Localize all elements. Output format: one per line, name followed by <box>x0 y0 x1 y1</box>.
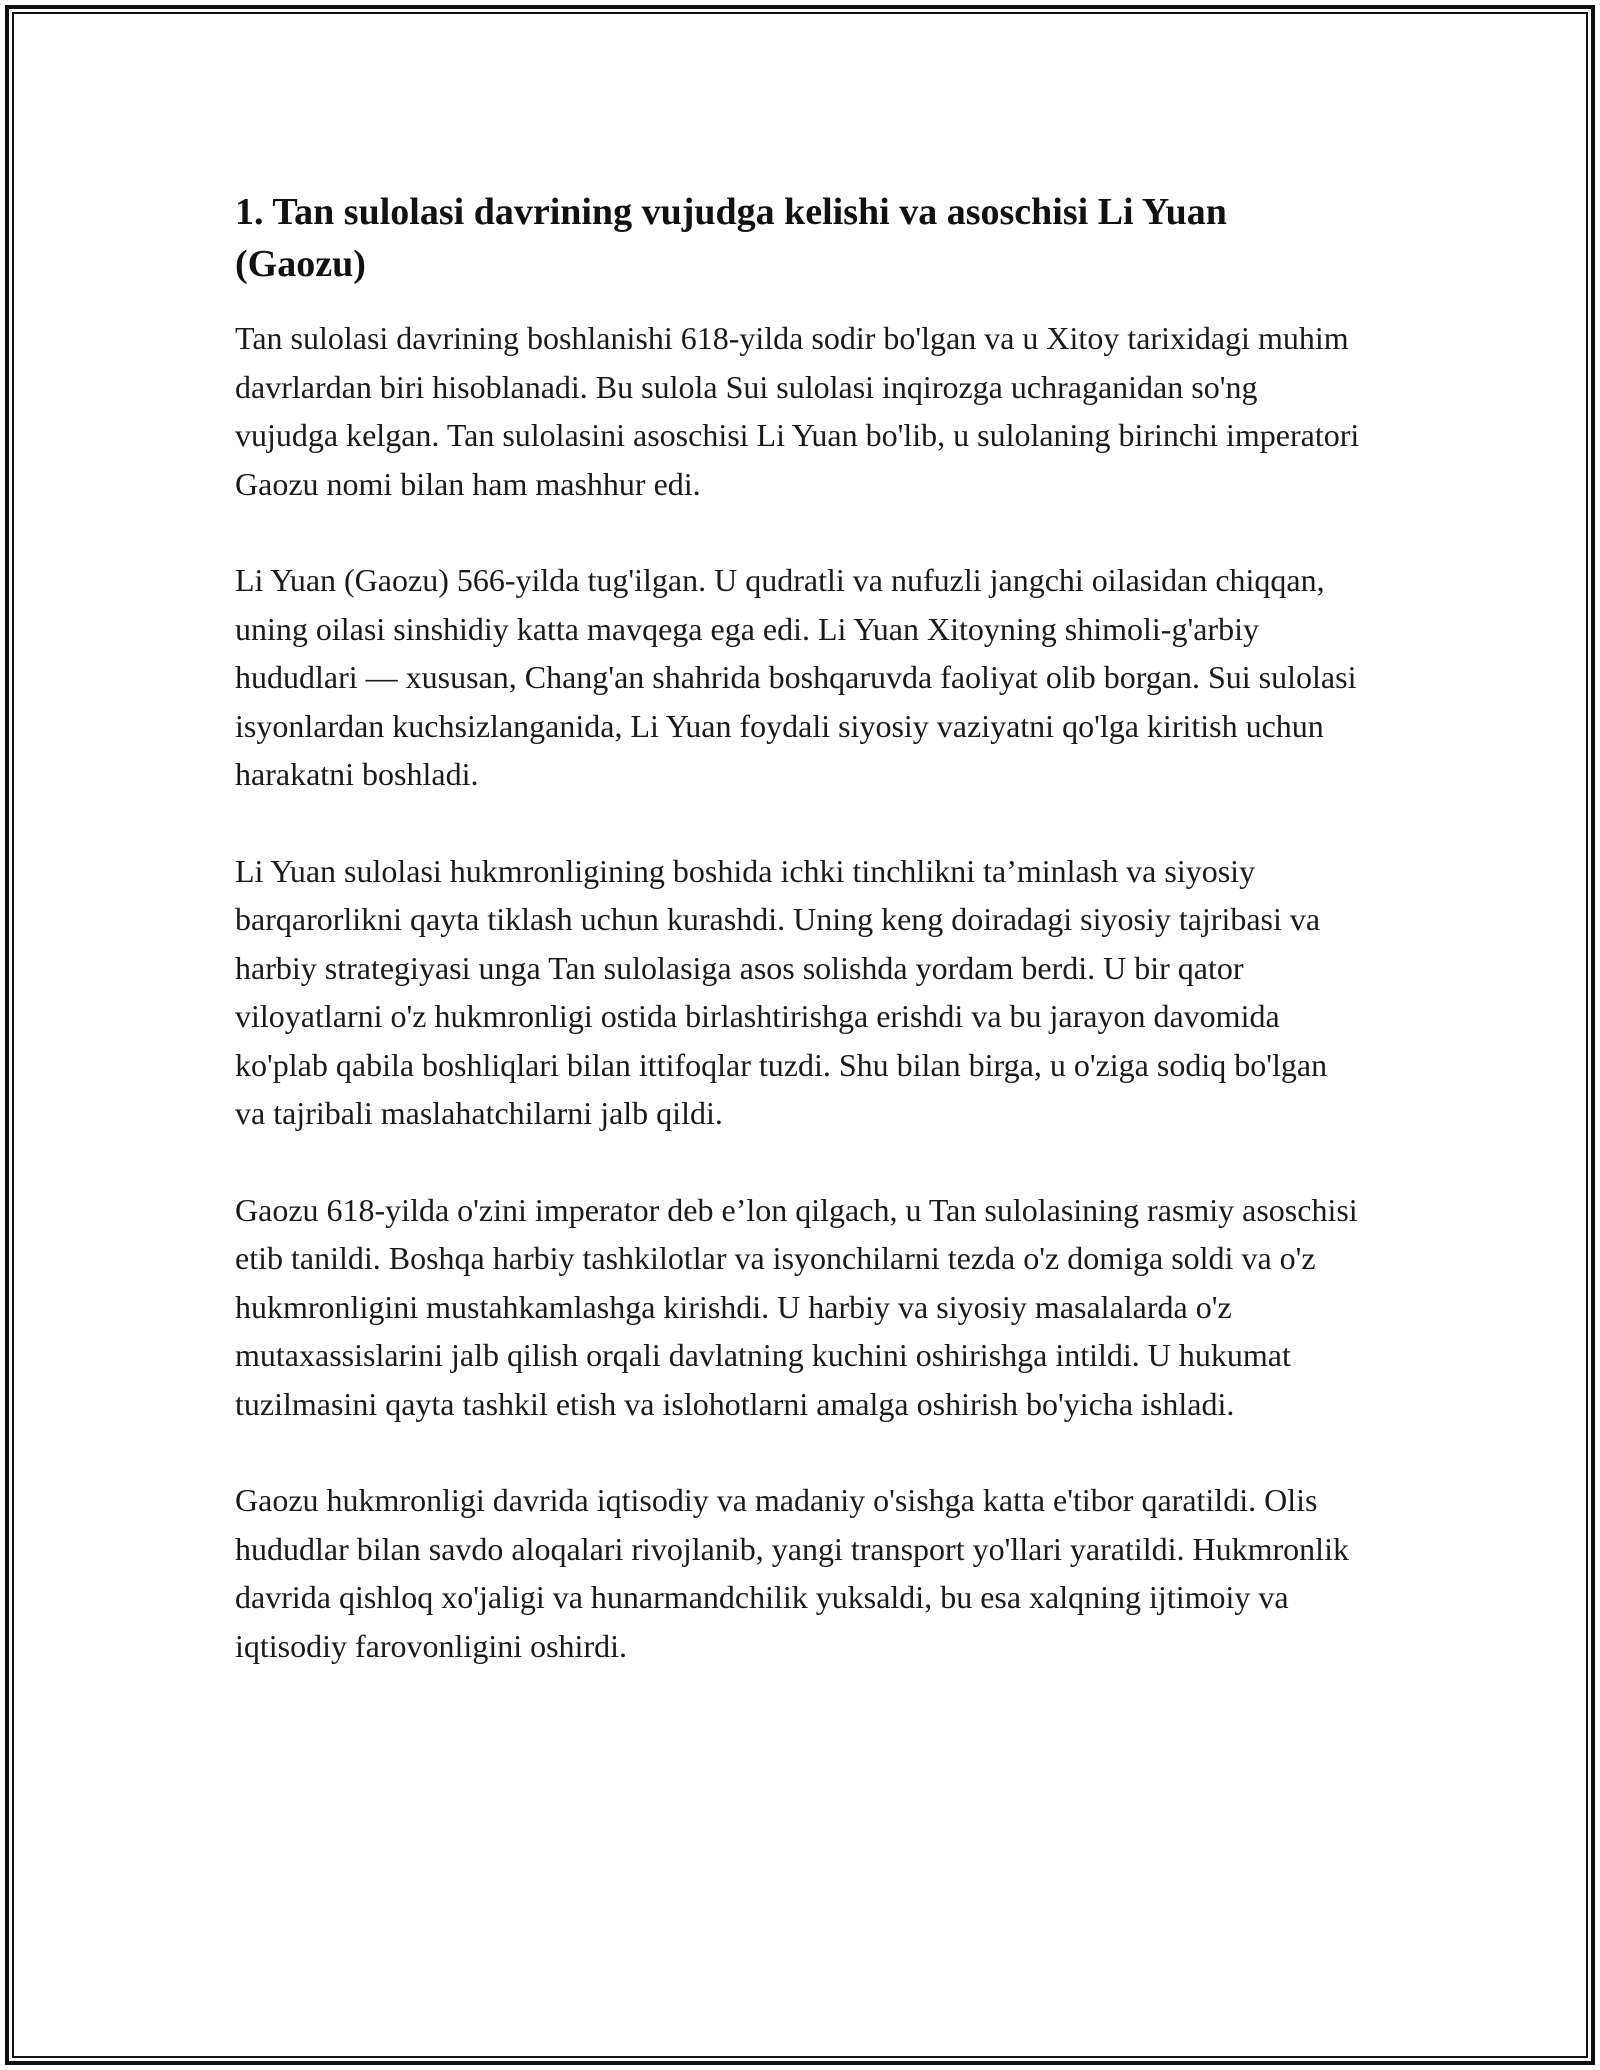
paragraph-emperor-proclamation: Gaozu 618-yilda o'zini imperator deb e’lon qilgach, u Tan sulolasining rasmiy asoschisi etib tanildi. Boshqa harbiy tashkilotlar va isyonchilarni tezda o'z domiga soldi va o'z hukmronligini mustahkamlashga kirishdi. U harbiy va siyosiy masalalarda o'z mutaxassislarini jalb qilish orqali davlatning kuchini oshirishga intildi. U hukumat tuzilmasini qayta tashkil etish va islohotlarni amalga oshirish bo'yicha ishladi. <box>235 1191 1358 1422</box>
document-body <box>235 186 1365 1718</box>
paragraph-economic-growth: Gaozu hukmronligi davrida iqtisodiy va madaniy o'sishga katta e'tibor qaratildi. Olis hududlar bilan savdo aloqalari rivojlanib, yangi transport yo'llari yaratildi. Hukmronlik davrida qishloq xo'jaligi va hunarmandchilik yuksaldi, bu esa xalqning ijtimoiy va iqtisodiy farovonligini oshirdi. <box>235 1482 1349 1664</box>
paragraph-consolidation: Li Yuan sulolasi hukmronligining boshida ichki tinchlikni ta’minlash va siyosiy barqarorlikni qayta tiklash uchun kurashdi. Uning keng doiradagi siyosiy tajribasi va harbiy strategiyasi unga Tan sulolasiga asos solishda yordam berdi. U bir qator viloyatlarni o'z hukmronligi ostida birlashtirishga erishdi va bu jarayon davomida ko'plab qabila boshliqlari bilan ittifoqlar tuzdi. Shu bilan birga, u o'ziga sodiq bo'lgan va tajribali maslahatchilarni jalb qildi. <box>235 852 1328 1131</box>
section-heading: 1. Tan sulolasi davrining vujudga kelishi va asoschisi Li Yuan (Gaozu) <box>235 191 1227 285</box>
paragraph-founding: Tan sulolasi davrining boshlanishi 618-yilda sodir bo'lgan va u Xitoy tarixidagi muhim davrlardan biri hisoblanadi. Bu sulola Sui sulolasi inqirozga uchraganidan so'ng vujudga kelgan. Tan sulolasini asoschisi Li Yuan bo'lib, u sulolaning birinchi imperatori Gaozu nomi bilan ham mashhur edi. <box>235 320 1360 502</box>
paragraph-li-yuan-origin: Li Yuan (Gaozu) 566-yilda tug'ilgan. U qudratli va nufuzli jangchi oilasidan chiqqan, uning oilasi sinshidiy katta mavqega ega edi. Li Yuan Xitoyning shimoli-g'arbiy hududlari — xususan, Chang'an shahrida boshqaruvda faoliyat olib borgan. Sui sulolasi isyonlardan kuchsizlanganida, Li Yuan foydali siyosiy vaziyatni qo'lga kiritish uchun harakatni boshladi. <box>235 562 1357 792</box>
